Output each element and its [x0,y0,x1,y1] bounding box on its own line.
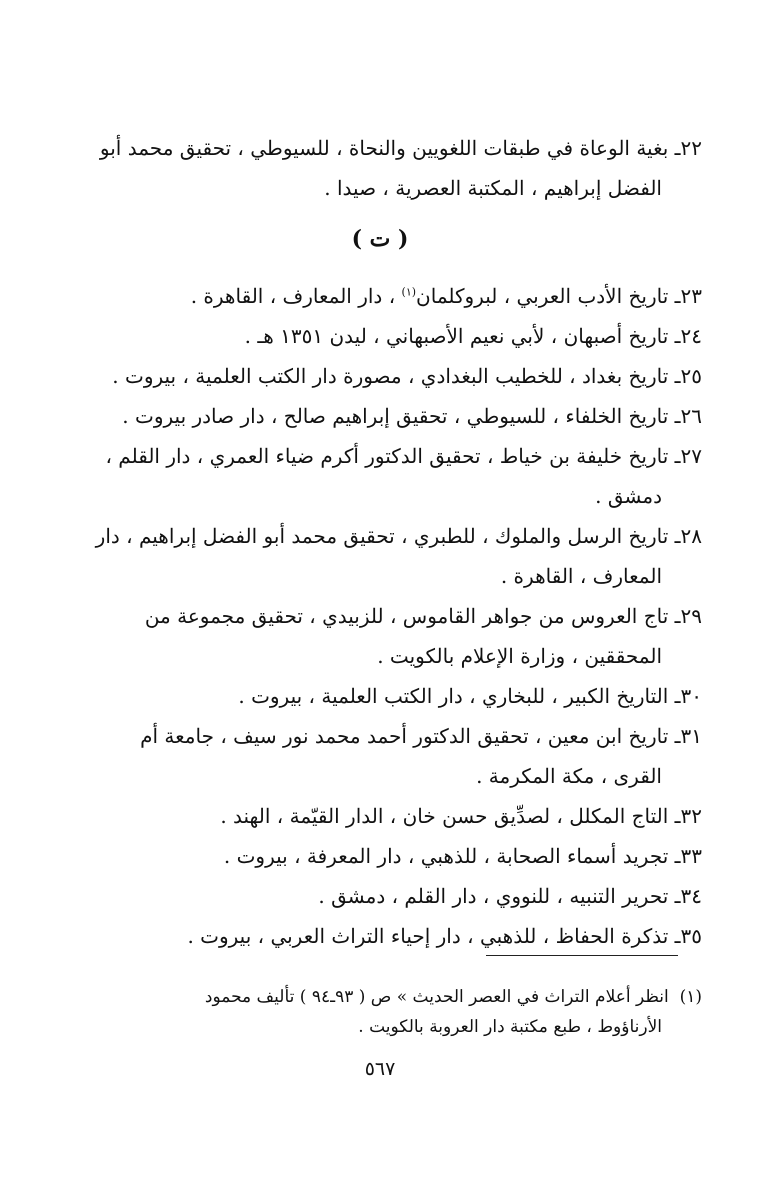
entry-text: ٢٥ـ تاريخ بغداد ، للخطيب البغدادي ، مصورة دار الكتب العلمية ، بيروت . [112,364,702,388]
bibliography-entry-30 [50,676,702,716]
bibliography-entry-27 [50,436,702,516]
entry-text: ٢٤ـ تاريخ أصبهان ، لأبي نعيم الأصبهاني ، ليدن ١٣٥١ هـ . [244,324,702,348]
entry-text: ٢٦ـ تاريخ الخلفاء ، للسيوطي ، تحقيق إبراهيم صالح ، دار صادر بيروت . [122,404,702,428]
bibliography-entry-33 [50,836,702,876]
entry-text: ٢٧ـ تاريخ خليفة بن خياط ، تحقيق الدكتور أكرم ضياء العمري ، دار القلم ، [105,444,702,468]
bibliography-entry-29 [50,596,702,676]
entry-text-rest: ، دار المعارف ، القاهرة . [190,284,402,308]
footnote [50,982,702,1042]
footnote-divider [486,955,678,956]
entry-text: ٣٠ـ التاريخ الكبير ، للبخاري ، دار الكتب العلمية ، بيروت . [238,684,702,708]
footnote-continuation: الأرناؤوط ، طبع مكتبة دار العروبة بالكويت . [358,1017,662,1037]
entry-text: ٣٣ـ تجريد أسماء الصحابة ، للذهبي ، دار المعرفة ، بيروت . [223,844,702,868]
entry-text: ٣٤ـ تحرير التنبيه ، للنووي ، دار القلم ، دمشق . [318,884,702,908]
bibliography-entry-31 [50,716,702,796]
footnote-reference[interactable]: (١) [401,285,417,299]
bibliography-entry-24 [50,316,702,356]
section-heading-ta: ( ت ) [351,226,409,252]
page-number: ٥٦٧ [364,1058,396,1080]
entry-text: ٣٢ـ التاج المكلل ، لصدِّيق حسن خان ، الدار القيّمة ، الهند . [220,804,702,828]
bibliography-block-ta [50,276,702,956]
entry-text: ٢٣ـ تاريخ الأدب العربي ، لبروكلمان [416,284,702,308]
bibliography-entry-28 [50,516,702,596]
bibliography-entry-22 [50,128,702,208]
bibliography-entry-35 [50,916,702,956]
footnote-marker: (١) [679,987,702,1007]
entry-text: ٢٨ـ تاريخ الرسل والملوك ، للطبري ، تحقيق محمد أبو الفضل إبراهيم ، دار [95,524,702,548]
entry-text: ٣٥ـ تذكرة الحفاظ ، للذهبي ، دار إحياء التراث العربي ، بيروت . [187,924,702,948]
entry-continuation: المحققين ، وزارة الإعلام بالكويت . [377,644,662,668]
bibliography-block-ba [50,128,702,208]
entry-text: ٢٩ـ تاج العروس من جواهر القاموس ، للزبيدي ، تحقيق مجموعة من [144,604,702,628]
bibliography-entry-23 [50,276,702,316]
entry-text: ٢٢ـ بغية الوعاة في طبقات اللغويين والنحاة ، للسيوطي ، تحقيق محمد أبو [99,136,702,160]
entry-continuation: دمشق . [595,484,662,508]
entry-text: ٣١ـ تاريخ ابن معين ، تحقيق الدكتور أحمد محمد نور سيف ، جامعة أم [140,724,702,748]
entry-continuation: الفضل إبراهيم ، المكتبة العصرية ، صيدا . [324,176,662,200]
bibliography-entry-32 [50,796,702,836]
bibliography-entry-26 [50,396,702,436]
entry-continuation: المعارف ، القاهرة . [500,564,662,588]
bibliography-entry-25 [50,356,702,396]
entry-continuation: القرى ، مكة المكرمة . [476,764,662,788]
bibliography-entry-34 [50,876,702,916]
footnote-text: انظر أعلام التراث في العصر الحديث » ص ( ٩٣ـ٩٤ ) تأليف محمود [204,987,669,1007]
